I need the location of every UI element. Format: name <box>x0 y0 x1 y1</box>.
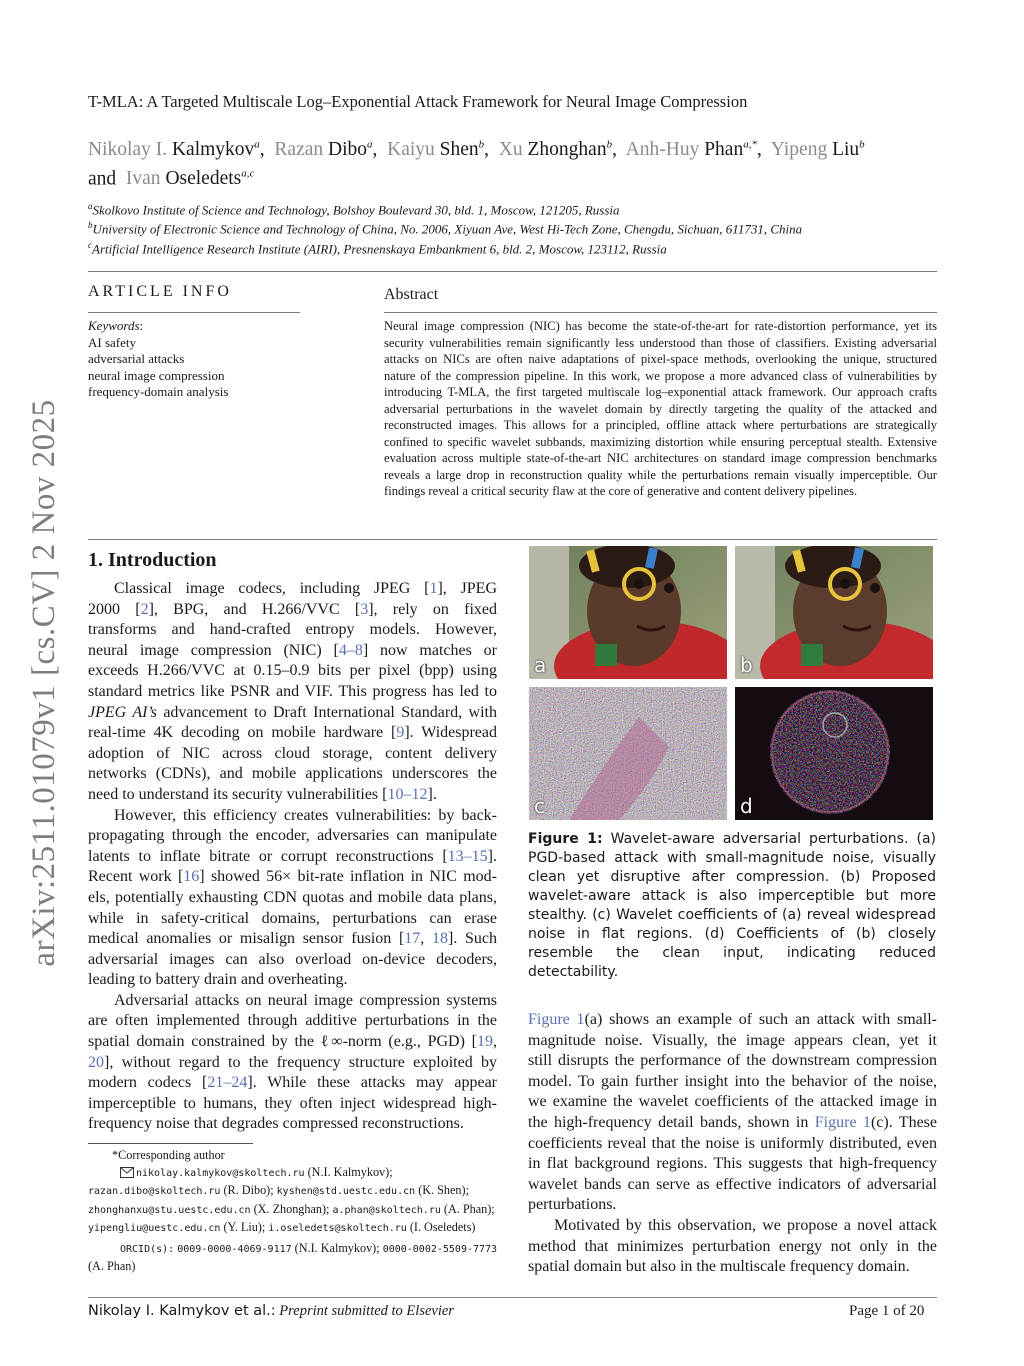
keywords-label: Keywords <box>88 318 140 333</box>
text-line: Figure 1(a) shows an example of such an attack with small- <box>528 1011 938 1028</box>
footer-rule <box>88 1297 937 1298</box>
text-line: model. To gain further insight into the behavior of the noise, <box>528 1072 937 1090</box>
header-divider <box>88 271 937 272</box>
email[interactable]: kyshen@std.uestc.edu.cn <box>276 1186 416 1197</box>
intro-left-column <box>88 579 497 1135</box>
text-line: medical anomalies or misalign sensor fusion [17, 18]. Such <box>88 930 498 948</box>
section-heading: 1. Introduction <box>88 549 217 571</box>
author: Ivan Oseledets$^{a,c}$ <box>125 167 255 189</box>
author: Nikolay I. Kalmykov$^a$, <box>88 138 265 160</box>
text-line: we examine the wavelet coefficients of the attacked image in <box>528 1093 937 1111</box>
email[interactable]: razan.dibo@skoltech.ru <box>88 1186 221 1197</box>
text-line: els, potentially exhausting CDN quotas and mobile data plans, <box>88 888 497 906</box>
figure-panel-b <box>735 546 933 679</box>
text-line: leading to battery drain and overheating. <box>88 971 348 989</box>
coefficient-image <box>735 687 933 820</box>
text-line: exceeds H.266/VVC at 0.15–0.9 bits per pixel (bpp) using <box>88 662 497 680</box>
text-line: coefficients reveal that the noise is uniformly distributed, even <box>528 1134 937 1152</box>
text-line: standard metrics like PSNR and VIF. This progress has led to <box>88 682 497 700</box>
text-line: Classical image codecs, including JPEG [1], JPEG <box>114 580 498 597</box>
footer-left <box>88 1303 454 1320</box>
text-line: spatial domain but also in the multiscale frequency domain. <box>528 1258 910 1276</box>
text-line: 2000 [2], BPG, and H.266/VVC [3], rely on fixed <box>88 600 498 618</box>
figure-panel-a <box>529 546 727 679</box>
keyword: neural image compression <box>88 367 225 383</box>
affiliation: $^b$University of Electronic Science and Technology of China, No. 2006, Xiyuan Ave, West Hi-Tech Zone, Chengdu, Sichuan, 611731, China <box>88 220 803 237</box>
abstract-text: Neural image compression (NIC) has become the state-of-the-art for rate-distortion performance, yet its security vulnerabilities remain significantly less understood than those of classifiers. Existing adversarial attacks on NICs are often naive adaptations of pixel-space methods, overlooking the unique, structured nature of the compression pipeline. In this work, we propose a more advanced class of vulnerabilities by introducing T-MLA, the first targeted multiscale log–exponential attack framework. Our approach crafts adversarial perturbations in the wavelet domain by directly targeting the quality of the attacked and reconstructed images. This allows for a principled, offline attack where perturbations are strategically confined to specific wavelet subbands, maximizing distortion while ensuring perceptual stealth. Extensive evaluation across multiple state-of-the-art NIC architectures on standard image compression benchmarks reveals a large drop in reconstruction quality while the perturbations remain visually imperceptible. Our findings reveal a critical security flaw at the core of generative and content delivery pipelines. <box>384 319 937 498</box>
figure-panel-c <box>529 687 727 820</box>
panel-label: d <box>740 794 753 818</box>
text-line: frequency noise that degrades compressed reconstructions. <box>88 1115 464 1133</box>
intro-right-column <box>528 1010 937 1278</box>
keyword: adversarial attacks <box>88 351 185 366</box>
text-line: Adversarial attacks on neural image compression systems <box>114 991 497 1009</box>
panel-label: b <box>740 653 753 677</box>
email[interactable]: yipengliu@uestc.edu.cn <box>88 1223 221 1234</box>
text-line: magnitude noise. Visually, the image appears clean, yet it <box>528 1031 937 1049</box>
text-line: in flat background regions. This suggests that high-frequency <box>528 1155 937 1173</box>
abstract-heading: Abstract <box>384 286 439 303</box>
paper-title: T-MLA: A Targeted Multiscale Log–Exponential Attack Framework for Neural Image Compression <box>88 92 748 111</box>
author: Xu Zhonghan$^b$, <box>498 138 617 160</box>
orcid[interactable]: 0000-0002-5509-7773 <box>382 1243 498 1255</box>
portrait-image <box>529 546 727 679</box>
text-line: networks (CDNs), and mobile applications underscores the <box>88 765 497 783</box>
email[interactable]: a.phan@skoltech.ru <box>332 1204 441 1216</box>
text-line: adoption of NIC across cloud storage, content delivery <box>88 744 497 762</box>
footer-authors: Nikolay I. Kalmykov et al.: <box>88 1303 276 1319</box>
author: Anh-Huy Phan$^{a,*}$, <box>625 138 762 160</box>
abstract-divider <box>384 312 937 313</box>
page-number: Page 1 of 20 <box>849 1303 925 1319</box>
text-line: spatial domain constrained by the ℓ∞-norm (e.g., PGD) [19, <box>88 1033 497 1051</box>
author: Yipeng Liu$^b$ <box>770 138 865 160</box>
caption-label: Figure 1: <box>528 831 603 847</box>
noise-coefficient-image <box>529 687 727 820</box>
affiliation: $^c$Artificial Intelligence Research Institute (AIRI), Presnenskaya Embankment 6, bld. 2, Moscow, 123112, Russia <box>88 240 667 257</box>
text-line: 20], without regard to the frequency structure exploited by <box>88 1053 497 1071</box>
article-info-divider <box>88 312 300 313</box>
text-line: wavelet bands can serve as effective indicators of adversarial <box>528 1175 937 1193</box>
email[interactable]: nikolay.kalmykov@skoltech.ru <box>136 1167 305 1179</box>
envelope-icon <box>120 1167 134 1178</box>
portrait-image <box>735 546 933 679</box>
footnote-rule <box>88 1143 253 1144</box>
email[interactable]: zhonghanxu@stu.uestc.edu.cn <box>88 1204 251 1216</box>
caption-text: Wavelet-aware adversarial perturbations. (a) PGD-based attack with small-magnitude noise, visually clean yet disruptive after compression. (b) Proposed wavelet-aware attack is also imperceptible but more stealthy. (c) Wavelet coefficients of (a) reveal widespread noise in flat regions. (d) Coefficients of (b) closely resemble the clean input, indicating reduced detectability. <box>528 831 936 980</box>
affiliation: $^a$Skolkovo Institute of Science and Technology, Bolshoy Boulevard 30, bld. 1, Moscow, 121205, Russia <box>88 201 620 218</box>
article-info-heading: ARTICLE INFO <box>88 283 232 300</box>
keywords-block: Keywords: AI safety adversarial attacks neural image compression frequency-domain analysis <box>88 318 229 399</box>
keyword: AI safety <box>88 334 137 350</box>
figure-panel-d <box>735 687 933 820</box>
text-line: still disrupts the performance of the downstream compression <box>528 1052 937 1070</box>
footer-venue: Preprint submitted to Elsevier <box>279 1303 454 1319</box>
text-line: imperceptible to humans, they often inject widespread high- <box>88 1094 497 1112</box>
abstract-bottom-divider <box>88 539 937 540</box>
arxiv-identifier: arXiv:2511.01079v1 [cs.CV] 2 Nov 2025 <box>26 399 62 967</box>
text-line: neural image compression (NIC) [4–8] now matches or <box>88 641 497 659</box>
text-line: perturbations. <box>528 1196 617 1214</box>
text-line: are often implemented through additive perturbations in the <box>88 1012 497 1030</box>
figure-caption <box>528 830 936 982</box>
text-line: latents to inflate bitrate or corrupt reconstructions [13–15]. <box>88 847 497 865</box>
text-line: while in safety-critical domains, perturbations can erase <box>88 909 497 927</box>
text-line: method that minimizes perturbation energy not only in the <box>528 1237 937 1255</box>
orcid-label: ORCID(s): <box>120 1243 175 1255</box>
text-line: JPEG AI’s advancement to Draft International Standard, with <box>88 703 497 721</box>
panel-label: c <box>534 794 545 818</box>
panel-label: a <box>534 653 547 677</box>
authors-and: and <box>88 168 117 189</box>
text-line: Motivated by this observation, we propose a novel attack <box>554 1216 937 1234</box>
footnote: *Corresponding author nikolay.kalmykov@skoltech.ru (N.I. Kalmykov); razan.dibo@skoltech.ru (R. Dibo); kyshen@std.uestc.edu.cn (K. Shen); zhonghanxu@stu.uestc.edu.cn (X. Zhonghan); a.phan@skoltech.ru (A. Phan); yipengliu@uestc.edu.cn (Y. Liu); i.oseledets@skoltech.ru (I. Oseledets) ORCID(s): 0009-0000-4069-9117 (N.I. Kalmykov); 0000-0002-5509-7773 (A. Phan) <box>88 1148 498 1273</box>
author: Razan Dibo$^a$, <box>274 138 378 160</box>
keyword: frequency-domain analysis <box>88 384 229 399</box>
text-line: However, this efficiency creates vulnerabilities: by back- <box>114 806 497 824</box>
text-line: the high-frequency detail bands, shown in Figure 1(c). These <box>528 1113 938 1131</box>
text-line: propagating through the encoder, adversaries can manipulate <box>88 827 497 845</box>
corresponding-author-note: *Corresponding author <box>112 1148 225 1162</box>
text-line: real-time 4K decoding on mobile hardware [9]. Widespread <box>88 724 497 742</box>
text-line: transforms and hand-crafted entropy models. However, <box>88 621 497 639</box>
text-line: need to understand its security vulnerabilities [10–12]. <box>88 785 437 803</box>
author-list <box>88 132 928 191</box>
text-line: modern codecs [21–24]. While these attacks may appear <box>88 1074 498 1092</box>
author: Kaiyu Shen$^b$, <box>387 138 490 160</box>
email[interactable]: i.oseledets@skoltech.ru <box>268 1223 407 1234</box>
orcid[interactable]: 0009-0000-4069-9117 <box>177 1243 292 1255</box>
figure-1 <box>529 546 934 820</box>
text-line: adversarial images can also overload on-device decoders, <box>88 950 497 968</box>
text-line: Recent work [16] showed 56× bit-rate inflation in NIC mod- <box>88 868 497 886</box>
